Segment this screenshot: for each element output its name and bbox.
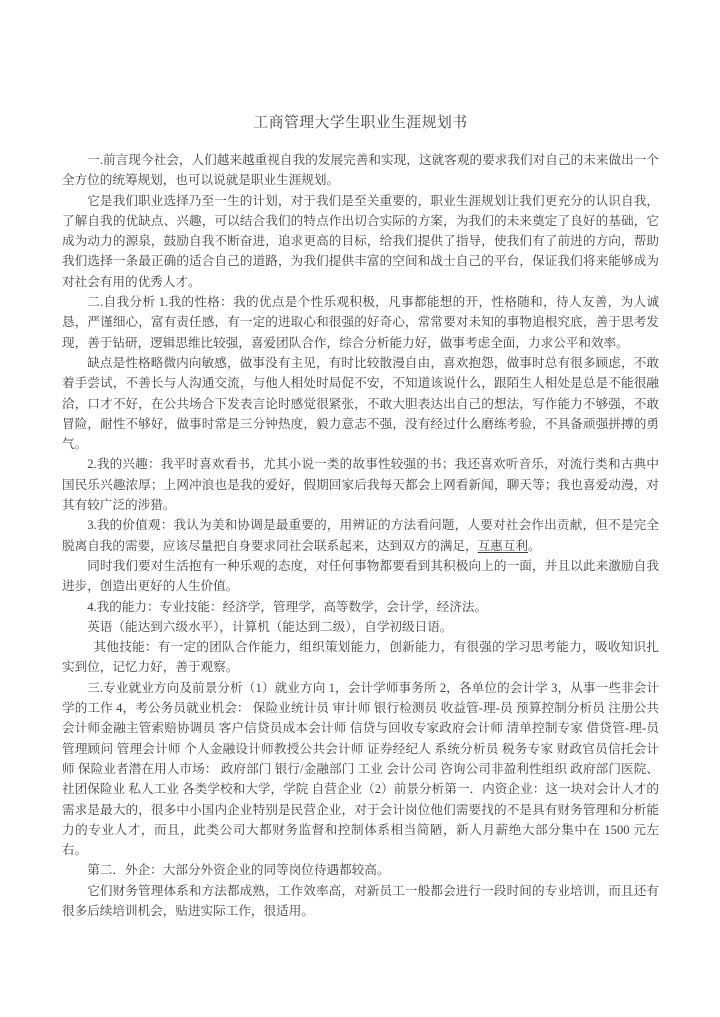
paragraph-text: 英语（能达到六级水平），计算机（能达到二级），自学初级日语。 <box>87 619 453 634</box>
paragraph-text: 二.自我分析 1.我的性格：我的优点是个性乐观积极，凡事都能想的开，性格随和，待人友善，为人诚恳，严谨细心，富有责任感，有一定的进取心和很强的好奇心，常常要对未知的事物追根究底，善于思考发现，善于钻研，逻辑思维比较强，喜爱团队合作，综合分析能力好，做事考虑全面，力求公平和效率。 <box>62 295 659 350</box>
paragraph-text: 3.我的价值观：我认为美和协调是最重要的，用辨证的方法看问题，人要对社会作出贡献，但不是完全脱离自我的需要，应该尽量把自身要求同社会联系起来，达到双方的满足， <box>62 518 659 553</box>
paragraph <box>62 191 659 292</box>
paragraph-text: 它们财务管理体系和方法都成熟，工作效率高，对新员工一般都会进行一段时间的专业培训，而且还有很多后续培训机会，贴进实际工作，很适用。 <box>62 883 659 918</box>
paragraph-text: 4.我的能力：专业技能：经济学，管理学，高等数学，会计学，经济法。 <box>87 599 488 614</box>
paragraph-text: 它是我们职业选择乃至一生的计划，对于我们是至关重要的，职业生涯规划让我们更充分的认识自我，了解自我的优缺点、兴趣，可以结合我们的特点作出切合实际的方案，为我们的未来奠定了良好的基础，它成为动力的源泉，鼓励自我不断奋进，追求更高的目标，给我们提供了指导，使我们有了前进的方向，帮助我们选择一条最正确的适合自己的道路，为我们提供丰富的空间和战士自己的平台，保证我们将来能够成为对社会有用的优秀人才。 <box>62 193 659 289</box>
paragraph <box>62 556 659 597</box>
doc-body <box>62 150 659 921</box>
paragraph <box>62 353 659 454</box>
paragraph <box>62 454 659 515</box>
paragraph <box>62 860 659 880</box>
paragraph-text: 一.前言现今社会，人们越来越重视自我的发展完善和实现，这就客观的要求我们对自己的未来做出一个全方位的统筹规划，也可以说就是职业生涯规划。 <box>62 153 659 188</box>
paragraph-text: 其他技能：有一定的团队合作能力，组织策划能力，创新能力，有很强的学习思考能力，吸收知识扎实到位，记忆力好，善于观察。 <box>62 640 659 675</box>
paragraph-text: 三.专业就业方向及前景分析（1）就业方向 1，会计学师事务所 2，各单位的会计学 3，从事一些非会计学的工作 4，考公务员就业机会： 保险业统计员 审计师 银行检测员 收益管-理-员 预算控制分析员 注册公共会计师金融主管索赔协调员 客户信贷员成本会计师 信贷与回收专家政府会计师 清单控制专家 借贷管-理-员 管理顾问 管理会计师 个人金融设计师教授公共会计师 证券经纪人 系统分析员 税务专家 财政官员信托会计师 保险业者潜在用人市场： 政府部门 银行/金融部门 工业 会计公司 咨询公司非盈利性组织 政府部门医院、社团保险业 私人工业 各类学校和大学，学院 自营企业（2）前景分析第一．内资企业：这一块对会计人才的需求是最大的，很多中小国内企业特别是民营企业，对于会计岗位他们需要找的不是具有财务管理和分析能力的专业人才，而且，此类公司大都财务监督和控制体系相当简陋，新人月薪绝大部分集中在 1500 元左右。 <box>62 680 659 858</box>
paragraph-text: 。 <box>527 538 541 553</box>
paragraph <box>62 617 659 637</box>
paragraph <box>62 637 659 678</box>
paragraph <box>62 515 659 556</box>
paragraph <box>62 150 659 191</box>
paragraph <box>62 597 659 617</box>
paragraph <box>62 881 659 922</box>
paragraph <box>62 292 659 353</box>
document-title: 工商管理大学生职业生涯规划书 <box>253 115 468 131</box>
paragraph-text: 同时我们要对生活抱有一种乐观的态度，对任何事物都要看到其积极向上的一面，并且以此来激励自我进步，创造出更好的人生价值。 <box>62 558 659 594</box>
underlined-text: 互惠互利 <box>477 538 528 553</box>
paragraph-text: 第二．外企：大部分外资企业的同等岗位待遇都较高。 <box>87 863 390 878</box>
paragraph <box>62 678 659 861</box>
paragraph-text: 2.我的兴趣：我平时喜欢看书，尤其小说一类的故事性较强的书；我还喜欢听音乐，对流行类和古典中国民乐兴趣浓厚；上网冲浪也是我的爱好，假期回家后我每天都会上网看新闻，聊天等；我也喜爱动漫，对其有较广泛的涉猎。 <box>62 457 659 513</box>
paragraph-text: 缺点是性格略微内向敏感，做事没有主见，有时比较散漫自由，喜欢抱怨，做事时总有很多顾虑，不敢着手尝试，不善长与人沟通交流，与他人相处时局促不安，不知道该说什么，跟陌生人相处是总是不能很融洽，口才不好，在公共场合下发表言论时感觉很紧张，不敢大胆表达出自己的想法，写作能力不够强，不敢冒险，耐性不够好，做事时常是三分钟热度，毅力意志不强，没有经过什么磨练考验，不具备顽强拼搏的勇气。 <box>62 355 659 452</box>
document-content <box>62 110 659 921</box>
